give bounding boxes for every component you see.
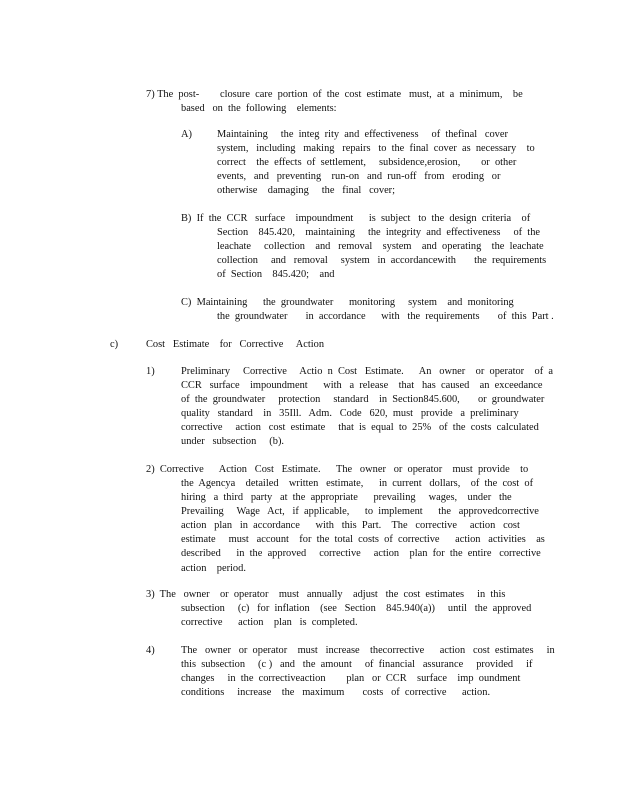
- text-line: the groundwater in accordance with the requirements of this Part .: [217, 311, 554, 322]
- item-c4-paragraph: [181, 644, 555, 700]
- text-line: events, and preventing run-on and run-off from eroding or: [217, 171, 501, 183]
- item-7a-label: A): [181, 129, 192, 140]
- text-line: otherwise damaging the final cover;: [217, 185, 396, 197]
- item-7-continuation: [181, 102, 337, 116]
- item-c1-label: 1): [146, 366, 155, 377]
- item-c4-label: 4): [146, 645, 155, 656]
- text-line: changes in the correctiveaction plan or CCR surface imp oundment: [181, 673, 521, 685]
- text-line: collection and removal system in accordancewith the requirements: [217, 255, 547, 267]
- text-line: this subsection (c ) and the amount of financial assurance provided if: [181, 659, 533, 671]
- text-line: Maintaining the integ rity and effectiveness of thefinal cover: [217, 129, 508, 140]
- item-c3-first-line: [146, 588, 505, 602]
- text-line: of the groundwater protection standard in Section845.600, or groundwater: [181, 394, 545, 406]
- text-line: B) If the CCR surface impoundment is subject to the design criteria of: [181, 213, 531, 224]
- text-line: 2) Corrective Action Cost Estimate. The owner or operator must provide to: [146, 464, 529, 475]
- text-line: leachate collection and removal system and operating the leachate: [217, 241, 544, 253]
- section-c-title: Cost Estimate for Corrective Action: [146, 339, 325, 350]
- text-line: described in the approved corrective action plan for the entire corrective: [181, 548, 541, 560]
- text-line: the Agencya detailed written estimate, in current dollars, of the cost of: [181, 478, 534, 489]
- item-7c-continuation: [217, 310, 554, 324]
- text-line: Preliminary Corrective Actio n Cost Estimate. An owner or operator of a: [181, 366, 553, 377]
- text-line: conditions increase the maximum costs of corrective action.: [181, 687, 491, 699]
- text-line: of Section 845.420; and: [217, 269, 335, 281]
- item-7c-first-line: [181, 296, 514, 310]
- text-line: Prevailing Wage Act, if applicable, to implement the approvedcorrective: [181, 506, 539, 518]
- text-line: Section 845.420, maintaining the integrity and effectiveness of the: [217, 227, 541, 238]
- text-line: The owner or operator must increase thecorrective action cost estimates in: [181, 645, 555, 656]
- text-line: action plan in accordance with this Part. The corrective action cost: [181, 520, 520, 532]
- text-line: corrective action plan is completed.: [181, 617, 358, 629]
- text-line: CCR surface impoundment with a release that has caused an exceedance: [181, 380, 543, 392]
- text-line: corrective action cost estimate that is equal to 25% of the costs calculated: [181, 422, 539, 434]
- text-line: subsection (c) for inflation (see Section 845.940(a)) until the approved: [181, 603, 532, 614]
- text-line: correct the effects of settlement, subsidence,erosion, or other: [217, 157, 517, 169]
- item-c2-first-line: [146, 463, 528, 477]
- text-line: system, including making repairs to the final cover as necessary to: [217, 143, 535, 155]
- text-line: based on the following elements:: [181, 103, 337, 114]
- text-line: 7) The post- closure care portion of the cost estimate must, at a minimum, be: [146, 89, 523, 100]
- item-7b-first-line: [181, 212, 530, 226]
- text-line: action period.: [181, 562, 246, 574]
- text-line: quality standard in 35Ill. Adm. Code 620, must provide a preliminary: [181, 408, 519, 420]
- item-7b-continuation: [217, 226, 546, 282]
- item-7a-paragraph: [217, 128, 535, 198]
- item-c2-continuation: [181, 477, 545, 576]
- section-c-label: c): [110, 339, 119, 350]
- item-c1-paragraph: [181, 365, 553, 450]
- text-line: 3) The owner or operator must annually adjust the cost estimates in this: [146, 589, 506, 600]
- text-line: hiring a third party at the appropriate prevailing wages, under the: [181, 492, 512, 504]
- item-7-first-line: [146, 88, 523, 102]
- item-c3-continuation: [181, 602, 531, 630]
- text-line: estimate must account for the total costs of corrective action activities as: [181, 534, 545, 546]
- text-line: under subsection (b).: [181, 436, 285, 448]
- text-line: C) Maintaining the groundwater monitoring system and monitoring: [181, 297, 514, 308]
